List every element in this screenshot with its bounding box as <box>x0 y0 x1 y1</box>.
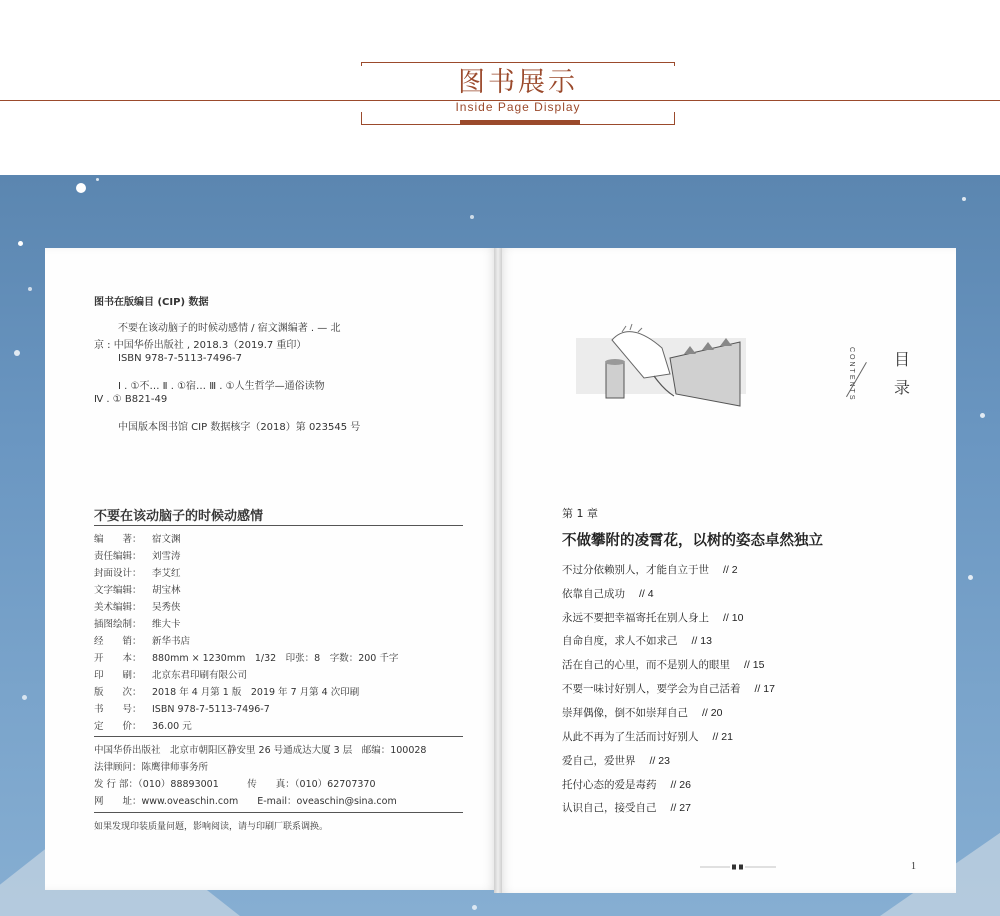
snowflake <box>76 183 86 193</box>
toc-entry <box>562 562 738 577</box>
credit-value: ISBN 978-7-5113-7496-7 <box>152 704 270 715</box>
cip-line: Ⅳ . ① B821-49 <box>94 394 168 405</box>
snowflake <box>18 241 23 246</box>
toc-entry-page: // 2 <box>723 564 738 576</box>
credit-value: 吴秀侠 <box>152 602 181 613</box>
toc-entry <box>562 777 691 792</box>
book-title: 不要在该动脑子的时候动感情 <box>94 509 264 524</box>
toc-entry-page: // 4 <box>639 588 654 600</box>
toc-entry <box>562 800 691 815</box>
cip-line: 中国版本图书馆 CIP 数据核字（2018）第 023545 号 <box>118 422 361 433</box>
credit-row <box>94 718 192 732</box>
credit-key: 版 次： <box>94 687 142 698</box>
credit-value: 36.00 元 <box>152 721 192 732</box>
divider <box>94 812 463 813</box>
toc-entry-title: 活在自己的心里，而不是别人的眼里 <box>562 659 730 671</box>
cip-line: Ⅰ . ①不… Ⅱ . ①宿… Ⅲ . ①人生哲学—通俗读物 <box>118 381 325 392</box>
chapter-number: 第 1 章 <box>562 507 598 520</box>
publisher-line: 网 址：www.oveaschin.com E-mail：oveaschin@sina.com <box>94 796 397 807</box>
divider <box>94 736 463 737</box>
chapter-illustration <box>572 318 750 410</box>
toc-entry-title: 从此不再为了生活而讨好别人 <box>562 731 699 743</box>
snowflake <box>472 905 477 910</box>
toc-entry-page: // 23 <box>649 755 670 767</box>
credit-value: 北京东君印刷有限公司 <box>152 670 248 681</box>
footer-ornament <box>700 864 776 870</box>
toc-entry <box>562 729 733 744</box>
section-header <box>0 0 1000 175</box>
publisher-line: 法律顾问：陈鹰律师事务所 <box>94 762 209 773</box>
toc-entry <box>562 681 775 696</box>
toc-entry-title: 认识自己，接受自己 <box>562 802 657 814</box>
toc-entry <box>562 610 743 625</box>
toc-entry-page: // 10 <box>723 612 744 624</box>
snowflake <box>968 575 973 580</box>
credit-row <box>94 633 190 647</box>
toc-title-char: 录 <box>894 378 911 397</box>
credit-row <box>94 616 181 630</box>
toc-entry-title: 托付心态的爱是毒药 <box>562 779 657 791</box>
toc-entry-page: // 26 <box>670 779 691 791</box>
title-accent-bar <box>460 120 580 125</box>
divider <box>94 525 463 526</box>
toc-entry-page: // 15 <box>744 659 765 671</box>
snowflake <box>96 178 99 181</box>
toc-entry-title: 依靠自己成功 <box>562 588 625 600</box>
cip-heading: 图书在版编目 (CIP) 数据 <box>94 297 209 308</box>
credit-key: 美术编辑： <box>94 602 142 613</box>
credit-row <box>94 667 247 681</box>
toc-entry-title: 爱自己，爱世界 <box>562 755 636 767</box>
contents-label: CONTENTS <box>848 347 855 402</box>
toc-entry-page: // 21 <box>712 731 733 743</box>
credit-key: 编 著： <box>94 534 142 545</box>
credit-key: 定 价： <box>94 721 142 732</box>
toc-entry-title: 自命自度，求人不如求己 <box>562 635 678 647</box>
toc-entry-title: 永远不要把幸福寄托在别人身上 <box>562 612 709 624</box>
chapter-title: 不做攀附的凌霄花，以树的姿态卓然独立 <box>562 533 823 549</box>
toc-entry <box>562 657 764 672</box>
credit-value: 李艾红 <box>152 568 181 579</box>
credit-row <box>94 531 181 545</box>
credit-row <box>94 701 270 715</box>
credit-row <box>94 650 398 664</box>
credit-row <box>94 599 181 613</box>
toc-entry-title: 崇拜偶像，倒不如崇拜自己 <box>562 707 688 719</box>
toc-entry-page: // 20 <box>702 707 723 719</box>
publisher-line: 中国华侨出版社 北京市朝阳区静安里 26 号通成达大厦 3 层 邮编：100028 <box>94 745 427 756</box>
toc-entry <box>562 753 670 768</box>
snowflake <box>470 215 474 219</box>
credit-value: 2018 年 4 月第 1 版 2019 年 7 月第 4 次印刷 <box>152 687 360 698</box>
publisher-line: 发 行 部：（010）88893001 传 真：（010）62707370 <box>94 779 376 790</box>
book-gutter <box>494 248 502 893</box>
page-number: 1 <box>911 861 916 872</box>
credit-value: 刘雪涛 <box>152 551 181 562</box>
credit-key: 印 刷： <box>94 670 142 681</box>
credit-value: 宿文渊 <box>152 534 181 545</box>
credit-value: 胡宝林 <box>152 585 181 596</box>
toc-entry-title: 不过分依赖别人，才能自立于世 <box>562 564 709 576</box>
credit-row <box>94 684 359 698</box>
credit-row <box>94 582 181 596</box>
credit-key: 书 号： <box>94 704 142 715</box>
credit-key: 封面设计： <box>94 568 142 579</box>
toc-entry <box>562 705 722 720</box>
cip-line: 京 : 中国华侨出版社 , 2018.3（2019.7 重印） <box>94 340 307 351</box>
cip-line: 不要在该动脑子的时候动感情 / 宿文渊编著 . — 北 <box>118 323 341 334</box>
credit-key: 文字编辑： <box>94 585 142 596</box>
credit-value: 新华书店 <box>152 636 191 647</box>
credit-key: 插图绘制： <box>94 619 142 630</box>
section-subtitle: Inside Page Display <box>455 100 581 114</box>
snowflake <box>980 413 985 418</box>
snowflake <box>22 695 27 700</box>
credit-value: 维大卡 <box>152 619 181 630</box>
toc-entry-page: // 27 <box>670 802 691 814</box>
credit-key: 开 本： <box>94 653 142 664</box>
cip-line: ISBN 978-7-5113-7496-7 <box>118 353 242 364</box>
toc-entry-page: // 17 <box>754 683 775 695</box>
quality-notice: 如果发现印装质量问题，影响阅读，请与印刷厂联系调换。 <box>94 822 329 832</box>
credit-row <box>94 565 181 579</box>
snowflake <box>28 287 32 291</box>
credit-key: 责任编辑： <box>94 551 142 562</box>
toc-entry <box>562 633 712 648</box>
toc-entry-page: // 13 <box>691 635 712 647</box>
credit-value: 880mm × 1230mm 1/32 印张：8 字数：200 千字 <box>152 653 399 664</box>
toc-entry-title: 不要一味讨好别人，要学会为自己活着 <box>562 683 741 695</box>
toc-title-char: 目 <box>894 350 911 369</box>
toc-entry <box>562 586 654 601</box>
snowflake <box>14 350 20 356</box>
credit-key: 经 销： <box>94 636 142 647</box>
section-title: 图书展示 <box>361 66 675 100</box>
credit-row <box>94 548 181 562</box>
snowflake <box>962 197 966 201</box>
